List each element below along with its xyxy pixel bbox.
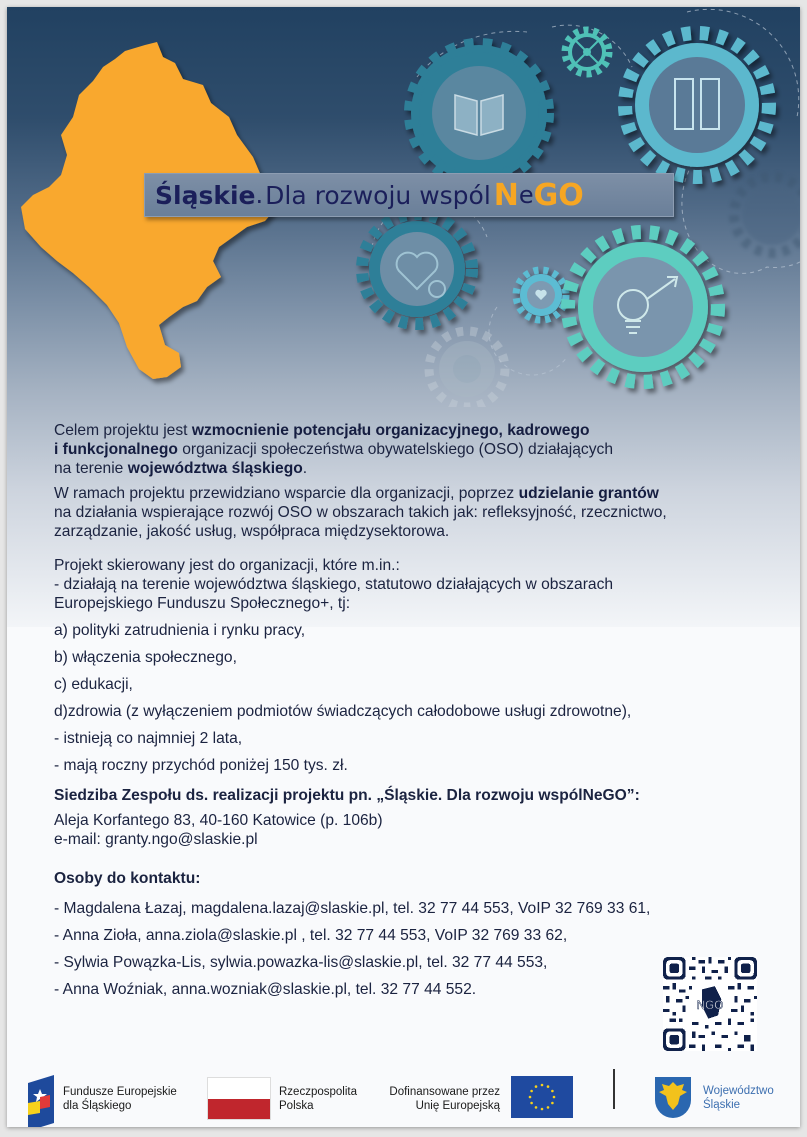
- qr-code[interactable]: [663, 957, 757, 1051]
- eligibility-item: - mają roczny przychód poniżej 150 tys. zł.: [54, 757, 348, 774]
- text: .: [302, 460, 308, 477]
- text: na działania wspierające rozwój OSO w obszarach takich jak: refleksyjność, rzecznictwo,: [54, 504, 667, 521]
- office-heading: Siedziba Zespołu ds. realizacji projektu pn. „Śląskie. Dla rozwoju wspólNeGO”:: [54, 787, 640, 804]
- eligibility-heading: Projekt skierowany jest do organizacji, które m.in.:: [54, 557, 400, 574]
- title-regular: Dla rozwoju wspól: [265, 180, 491, 210]
- people-heads-gear-icon: [625, 33, 769, 177]
- eligibility-item: d)zdrowia (z wyłączeniem podmiotów świadczących całodobowe usługi zdrowotne),: [54, 703, 632, 720]
- woj-line1: Województwo: [703, 1085, 774, 1097]
- office-address: Aleja Korfantego 83, 40-160 Katowice (p. 106b): [54, 812, 383, 829]
- bold-text: i funkcjonalnego: [54, 441, 178, 458]
- campaign-title: [144, 173, 674, 217]
- eligibility-item: b) włączenia społecznego,: [54, 649, 237, 666]
- woj-line2: Śląskie: [703, 1099, 741, 1111]
- eligibility-item: c) edukacji,: [54, 676, 133, 693]
- text: zarządzanie, jakość usług, współpraca międzysektorowa.: [54, 523, 450, 540]
- qr-center-label: NGO: [696, 998, 724, 1012]
- care-hands-gear-icon: [516, 270, 566, 320]
- fe-line1: Fundusze Europejskie: [63, 1086, 177, 1098]
- silesia-crest-icon: [654, 1076, 692, 1120]
- contact-person: - Anna Zioła, anna.ziola@slaskie.pl , tel. 32 77 44 553, VoIP 32 769 33 62,: [54, 927, 568, 944]
- woj-logo-text: [703, 1084, 774, 1112]
- text: Celem projektu jest: [54, 422, 192, 439]
- bold-text: wzmocnienie potencjału organizacyjnego, kadrowego: [191, 422, 590, 439]
- fe-logo-icon: [26, 1075, 56, 1127]
- eligibility-line-1: - działają na terenie województwa śląskiego, statutowo działających w obszarach: [54, 576, 614, 593]
- poster-content: [54, 421, 774, 999]
- idea-bulb-gear-icon: [568, 232, 718, 382]
- eu-line1: Dofinansowane przez: [389, 1086, 500, 1098]
- eu-flag-icon: [511, 1076, 573, 1118]
- intro-paragraph-2: [54, 484, 774, 541]
- text: W ramach projektu przewidziano wsparcie dla organizacji, poprzez: [54, 485, 519, 502]
- eligibility-item: a) polityki zatrudnienia i rynku pracy,: [54, 622, 306, 639]
- title-GO: GO: [533, 177, 584, 213]
- contact-person: - Anna Woźniak, anna.wozniak@slaskie.pl, tel. 32 77 44 552.: [54, 981, 477, 998]
- network-gear-icon: [565, 30, 609, 74]
- fe-line2: dla Śląskiego: [63, 1100, 132, 1112]
- eligibility-item: - istnieją co najmniej 2 lata,: [54, 730, 243, 747]
- intro-paragraph-1: [54, 421, 774, 478]
- book-gear-icon: [411, 45, 547, 181]
- title-dot: .: [255, 181, 264, 209]
- polish-flag-icon: [207, 1077, 271, 1120]
- footer-divider: [613, 1069, 615, 1109]
- eu-logo-text: [380, 1085, 500, 1113]
- title-N: N: [493, 177, 519, 213]
- contact-person: - Sylwia Powązka-Lis, sylwia.powazka-lis@slaskie.pl, tel. 32 77 44 553,: [54, 954, 548, 971]
- faded-gear-icon: [734, 177, 800, 253]
- rp-line1: Rzeczpospolita: [279, 1086, 357, 1098]
- bold-text: udzielanie grantów: [518, 485, 659, 502]
- rp-logo-text: [279, 1085, 357, 1113]
- bold-text: województwa śląskiego: [127, 460, 303, 477]
- text: organizacji społeczeństwa obywatelskiego (OSO) działających: [177, 441, 613, 458]
- title-bold: Śląskie: [155, 180, 256, 210]
- eligibility-line-2: Europejskiego Funduszu Społecznego+, tj:: [54, 595, 351, 612]
- office-email: e-mail: granty.ngo@slaskie.pl: [54, 831, 258, 848]
- fe-logo-text: [63, 1085, 177, 1113]
- poster-page: [7, 7, 800, 1127]
- contacts-heading: Osoby do kontaktu:: [54, 870, 201, 887]
- title-e: e: [518, 181, 534, 209]
- heart-health-gear-icon: [362, 214, 472, 324]
- faded-gear-icon: [429, 331, 505, 407]
- text: na terenie: [54, 460, 128, 477]
- rp-line2: Polska: [279, 1100, 314, 1112]
- eu-line2: Unię Europejską: [415, 1100, 500, 1112]
- contact-person: - Magdalena Łazaj, magdalena.lazaj@slaskie.pl, tel. 32 77 44 553, VoIP 32 769 33 61,: [54, 900, 651, 917]
